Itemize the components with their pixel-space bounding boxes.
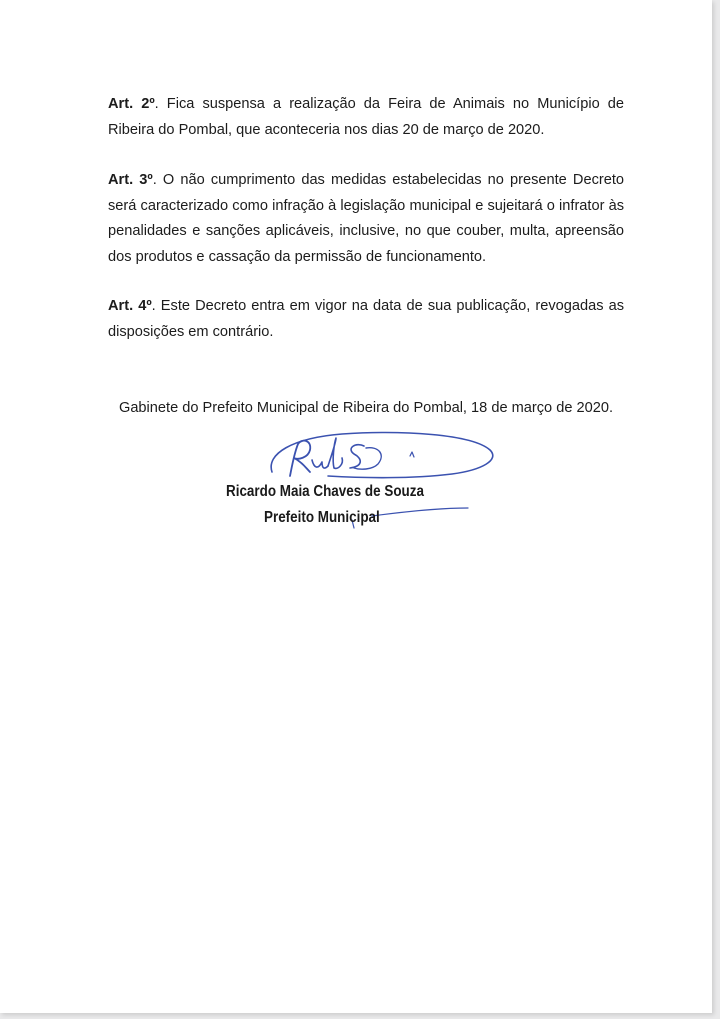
article-4: [108, 294, 624, 345]
article-4-label: Art. 4º: [108, 298, 152, 314]
closing-place-date: Gabinete do Prefeito Municipal de Ribeira do Pombal, 18 de março de 2020.: [118, 400, 614, 416]
article-3: [108, 168, 624, 270]
signer-role: Prefeito Municipal: [264, 509, 380, 526]
signer-name: Ricardo Maia Chaves de Souza: [226, 483, 424, 500]
article-2: [108, 92, 624, 143]
article-3-text: . O não cumprimento das medidas estabelecidas no presente Decreto será caracterizado como infração à legislação municipal e sujeitará o infrator às penalidades e sanções aplicáveis, inclusive, no que couber, multa, apreensão dos produtos e cassação da permissão de funcionamento.: [108, 172, 625, 265]
article-2-text: . Fica suspensa a realização da Feira de Animais no Município de Ribeira do Pombal, que aconteceria nos dias 20 de março de 2020.: [108, 96, 625, 138]
article-3-label: Art. 3º: [108, 172, 153, 188]
article-2-label: Art. 2º: [108, 96, 155, 112]
article-4-text: . Este Decreto entra em vigor na data de sua publicação, revogadas as disposições em contrário.: [108, 298, 624, 340]
